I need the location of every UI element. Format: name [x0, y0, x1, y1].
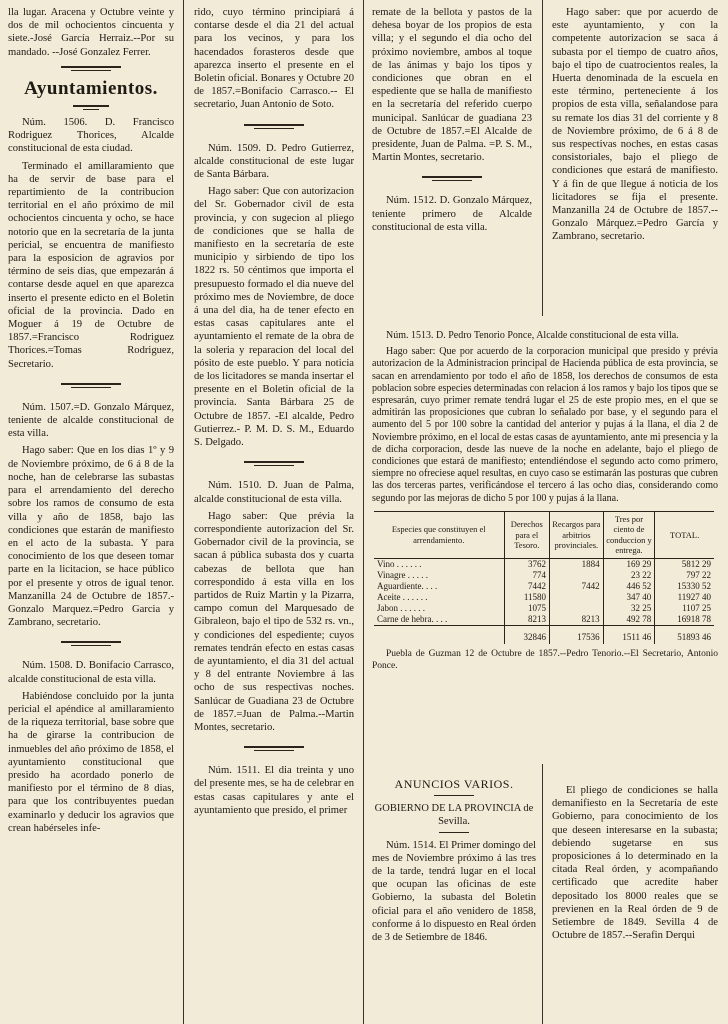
table-cell	[550, 603, 604, 614]
ornament-rule	[73, 103, 109, 111]
table-cell	[374, 625, 504, 644]
column-4	[552, 6, 718, 248]
section-title: Ayuntamientos.	[24, 77, 158, 99]
table-cell: 492 78	[603, 614, 655, 626]
table-cell: 32846	[504, 625, 550, 644]
column-header: Especies que constituyen el arrendamiento.	[374, 511, 504, 558]
paragraph: Hago saber: que por acuerdo de este ayuntamiento, y con la competente autorizacion se saca á subasta por el tiempo de cuatro años, bajo el tipo de cuatrocientos reales, la Huerta denominada de la escuela en este término, perteneciente á los propios de esta villa, señalandose para su remate los dias 31 del corriente y 8 de Noviembre próximo, de 6 á 8 de sus respectivas noches, en estas casas consistoriales, bajo el pliego de condiciones que estará de manifiesto. Y á fin de que llegue á noticia de los licitadores se fija el presente. Manzanilla 24 de Octubre de 1857.--Gonzalo Márquez.=Pedro García y Zambrano, secretario.	[552, 7, 718, 243]
table-row	[374, 558, 714, 570]
table-cell: 8213	[504, 614, 550, 626]
notice-1513	[372, 330, 718, 676]
table-cell: 5812 29	[655, 558, 714, 570]
table-row	[374, 581, 714, 592]
notice-header: Núm. 1512. D. Gonzalo Márquez, teniente primero de Alcalde constitucional de esta villa.	[372, 195, 532, 233]
notice-header: Núm. 1509. D. Pedro Gutierrez, alcalde constitucional de este lugar de Santa Bárbara.	[194, 142, 354, 181]
notice-header: Núm. 1511. El dia treinta y uno del presente mes, se ha de celebrar en estas casas capitulares y ante el ayuntamiento que presido, el primer	[194, 765, 354, 816]
table-cell: 797 22	[655, 570, 714, 581]
table-cell: 11927 40	[655, 592, 714, 603]
column-header: Tres por ciento de conduccion y entrega.	[603, 511, 655, 558]
paragraph: rido, cuyo término principiará á contarse desde el dia 21 del actual para los vecinos, y para los hacendados forasteros desde que aparezca inserto el presente en el Boletin oficial. Bonares y Octubre 20 de 1857.=Bonifacio Carrasco.-- El secretario, Juan Antonio de Soto.	[194, 7, 354, 111]
table-cell: 1884	[550, 558, 604, 570]
paragraph: lla lugar. Aracena y Octubre veinte y dos de mil ochocientos cincuenta y siete.-José García Herraiz.--Por su mandado. --José Gonzalez Ferrer.	[8, 7, 174, 58]
table-cell: Aguardiente. . . .	[377, 581, 438, 592]
table-header-row	[374, 511, 714, 558]
table-cell: Carne de hebra. . . .	[377, 614, 448, 625]
notice-header: Núm. 1513. D. Pedro Tenorio Ponce, Alcalde constitucional de esta villa.	[386, 330, 679, 341]
column-rule	[183, 0, 184, 1024]
ornament-rule	[61, 639, 121, 647]
table-cell: 1107 25	[655, 603, 714, 614]
column-2	[194, 6, 354, 821]
table-cell	[550, 592, 604, 603]
table-cell: 7442	[550, 581, 604, 592]
table-cell: 7442	[504, 581, 550, 592]
ornament-rule	[244, 122, 304, 130]
divider	[439, 832, 469, 833]
table-cell: 446 52	[603, 581, 655, 592]
table-cell: 347 40	[603, 592, 655, 603]
table-total-row	[374, 625, 714, 644]
table-cell: 17536	[550, 625, 604, 644]
table-cell: 1511 46	[603, 625, 655, 644]
signature: Puebla de Guzman 12 de Octubre de 1857.--Pedro Tenorio.--El Secretario, Antonio Ponce.	[372, 648, 718, 672]
ornament-rule	[422, 174, 482, 182]
notice-body: Terminado el amillaramiento que ha de servir de base para el repartimiento de la contribucion territorial en el año próximo de mil ochocientos cincuenta y ocho, se hace notorio que en la secretaría de la junta pericial, se encuentra de manifiesto para la esposicion de agravios por término de seis dias, que empezarán á contarse desde aquel en que aparezca inserto el presente edicto en el Boletin oficial de la provincia. Dado en Moguer á 19 de Octubre de 1857.=Francisco Rodriguez Thorices.=Tomas Rodriguez, Secretario.	[8, 160, 174, 370]
notice-header: Núm. 1508. D. Bonifacio Carrasco, alcalde constitucional de esta villa.	[8, 660, 174, 685]
tax-table	[374, 511, 714, 644]
notice-body: Núm. 1514. El Primer domingo del mes de Noviembre próximo á las tres de la tarde, tendrá lugar en el local que ocupan las oficinas de este Gobierno, la subasta del Boletin oficial para el año venidero de 1858, conforme á lo dispuesto en Real órden de 3 de Setiembre de 1846.	[372, 839, 536, 944]
column-header: Derechos para el Tesoro.	[504, 511, 550, 558]
table-cell: Vinagre . . . . .	[377, 570, 428, 581]
ornament-rule	[61, 381, 121, 389]
column-rule	[542, 764, 543, 1024]
table-row	[374, 592, 714, 603]
table-cell: 51893 46	[655, 625, 714, 644]
table-row	[374, 603, 714, 614]
table-cell: 32 25	[603, 603, 655, 614]
table-cell: 8213	[550, 614, 604, 626]
column-rule	[542, 0, 543, 316]
ornament-rule	[61, 64, 121, 72]
notice-body: Habiéndose concluido por la junta pericial el apéndice al amillaramiento de la riqueza territorial, base sobre que ha de girarse la contribucion de inmuebles del año próximo de 1858, el ayuntamiento constitucional que presido ha acordado ponerlo de manifiesto por el término de 8 dias, para que los contribuyentes puedan examinarlo y deducir los agravios que crean habérseles infe-	[8, 690, 174, 834]
table-cell: Aceite . . . . . .	[377, 592, 428, 603]
divider	[434, 795, 474, 796]
notice-body: Hago saber: Que con autorizacion del Sr. Gobernador civil de esta provincia, y con sugecion al pliego de condiciones que se halla de manifiesto en la secretaría de este municipio y sirbiendo de tipo los 1822 rs. 50 céntimos que importa el presupuesto formado el dia nueve del próximo mes de Noviembre, de doce á una del dia, ha de tener efecto en estas casas capitulares ante el ayuntamiento el remate de la obra de la soleria y reparacion del local del pósito de este pueblo. Y para noticia de los licitadores se manda insertar el presente en el Boletin oficial de la provincia. Santa Bárbara 25 de Octubre de 1857. -El alcalde, Pedro Gutierrez.- P. M. D. S. M., Eduardo S. Delgado.	[194, 186, 354, 449]
table-cell: 169 29	[603, 558, 655, 570]
table-cell: Vino . . . . . .	[377, 559, 422, 570]
table-cell	[550, 570, 604, 581]
ornament-rule	[244, 459, 304, 467]
column-header: Recargos para arbitrios provinciales.	[550, 511, 604, 558]
table-row	[374, 570, 714, 581]
column-header: TOTAL.	[655, 511, 714, 558]
table-cell: Jabon . . . . . .	[377, 603, 425, 614]
table-cell: 23 22	[603, 570, 655, 581]
table-cell: 1075	[504, 603, 550, 614]
table-row	[374, 614, 714, 626]
table-cell: 16918 78	[655, 614, 714, 626]
paragraph: remate de la bellota y pastos de la dehesa boyar de los propios de esta villa; y el segundo el dia ocho del próximo noviembre, ambos al toque de las ánimas y bajo los tipos y condiciones que obran en el espediente que se halla de manifiesto en la secretaría del referido cuerpo municipal. Sanlúcar de guadiana 23 de Octubre de 1857.=El Alcalde de presidente, Juan de Palma. =P. S. M., Martin Montes, secretario.	[372, 7, 532, 164]
subsection-title: GOBIERNO DE LA PROVINCIA de Sevilla.	[374, 803, 534, 828]
column-1	[8, 6, 174, 839]
table-cell: 15330 52	[655, 581, 714, 592]
notice-body: Hago saber: Que prévia la correspondiente autorizacion del Sr. Gobernador civil de la provincia, se sacan á pública subasta dos y cuarta cabezas de bellota que han correspondido á esta villa en los partidos de Ruiz Martin y la Pizarra, campo comun del Marquesado de Gibraleon, bajo el tipo de 532 rs. vn., y condiciones del espediente; cuyos remates tendrán efecto en estas casas de ayuntamiento, el dia 31 del actual y 8 del entrante Noviembre á las ocho de sus respectivas noches. Sanlúcar de Guadiana 23 de Octubre de 1857.=Juan de Palma.--Martin Montes, secretario.	[194, 510, 354, 733]
notice-body: El pliego de condiciones se halla demanifiesto en la Secretaría de este Gobierno, para conocimiento de los que deseen interesarse en la subasta; debiendo sugetarse en sus proposiciones á lo determinado en la citada Real órden, y acompañando certificado que acredite haber depositado los 8000 reales que se previenen en la Real órden de 9 de Setiembre de 1849. Sevilla 4 de Octubre de 1857.--Serafin Derqui	[552, 785, 718, 942]
table-cell: 3762	[504, 558, 550, 570]
anuncios-column-right	[552, 784, 718, 946]
section-title: ANUNCIOS VARIOS.	[394, 777, 514, 791]
column-3	[372, 6, 532, 238]
notice-header: Núm. 1510. D. Juan de Palma, alcalde constitucional de esta villa.	[194, 480, 354, 505]
table-cell: 11580	[504, 592, 550, 603]
notice-body: Hago saber: Que por acuerdo de la corporacion municipal que presido y prévia autorizacion de la Administracion principal de Hacienda pública de esta provincia, se sacan en arrendamiento por todo el año de 1858, los derechos de consumos de esta poblacion sobre especies determinadas con relacion á los ramos y bajo los tipos que se espresarán, cuyo primer remate tendrá lugar el 25 de este propio mes, en el que se admitirán las proposiciones que cubran lo señalado por base, y el segundo para el aumento del 5 por 100 sobre la cantidad del anterior y pujas á la llana, el dia 2 de Noviembre próximo, en el local de estas casas de ayuntamiento, ante mi presencia y la de dicha corporacion, desde las nueve de la noche en adelante, bajo el pliego de condiciones que estará de manifiesto; entendiéndose el segundo acto como primero, siempre no ofreciese aquel resultas, en cuyo caso se estimarán las posturas que cubren las dos terceras partes, verificándose el tercero á las ocho dias, considerando como segundo por las mejoras de dicho 5 por 100 y pujas á la llana.	[372, 346, 719, 504]
table-cell: 774	[504, 570, 550, 581]
anuncios-column	[372, 772, 536, 948]
notice-body: Hago saber: Que en los dias 1º y 9 de Noviembre próximo, de 6 á 8 de la noche, han de celebrarse las subastas para el arrendamiento del derecho sobre los ramos de consumo de esta villa y año de 1858, bajo las condiciones que estarán de manifiesto en el acto de la subasta. Y para conocimiento de los que deseen tomar parte en la licitacion, se hace público por el presente y otros de igual tenor. Manzanilla 24 de Octubre de 1857.- Gonzalo Marquez.=Pedro Garcia y Zambrano, secretario.	[8, 445, 174, 629]
ornament-rule	[244, 744, 304, 752]
column-rule	[363, 0, 364, 1024]
notice-header: Núm. 1507.=D. Gonzalo Márquez, teniente de alcalde constitucional de esta villa.	[8, 401, 174, 440]
notice-header: Núm. 1506. D. Francisco Rodriguez Thorices, Alcalde constitucional de esta ciudad.	[8, 117, 174, 155]
